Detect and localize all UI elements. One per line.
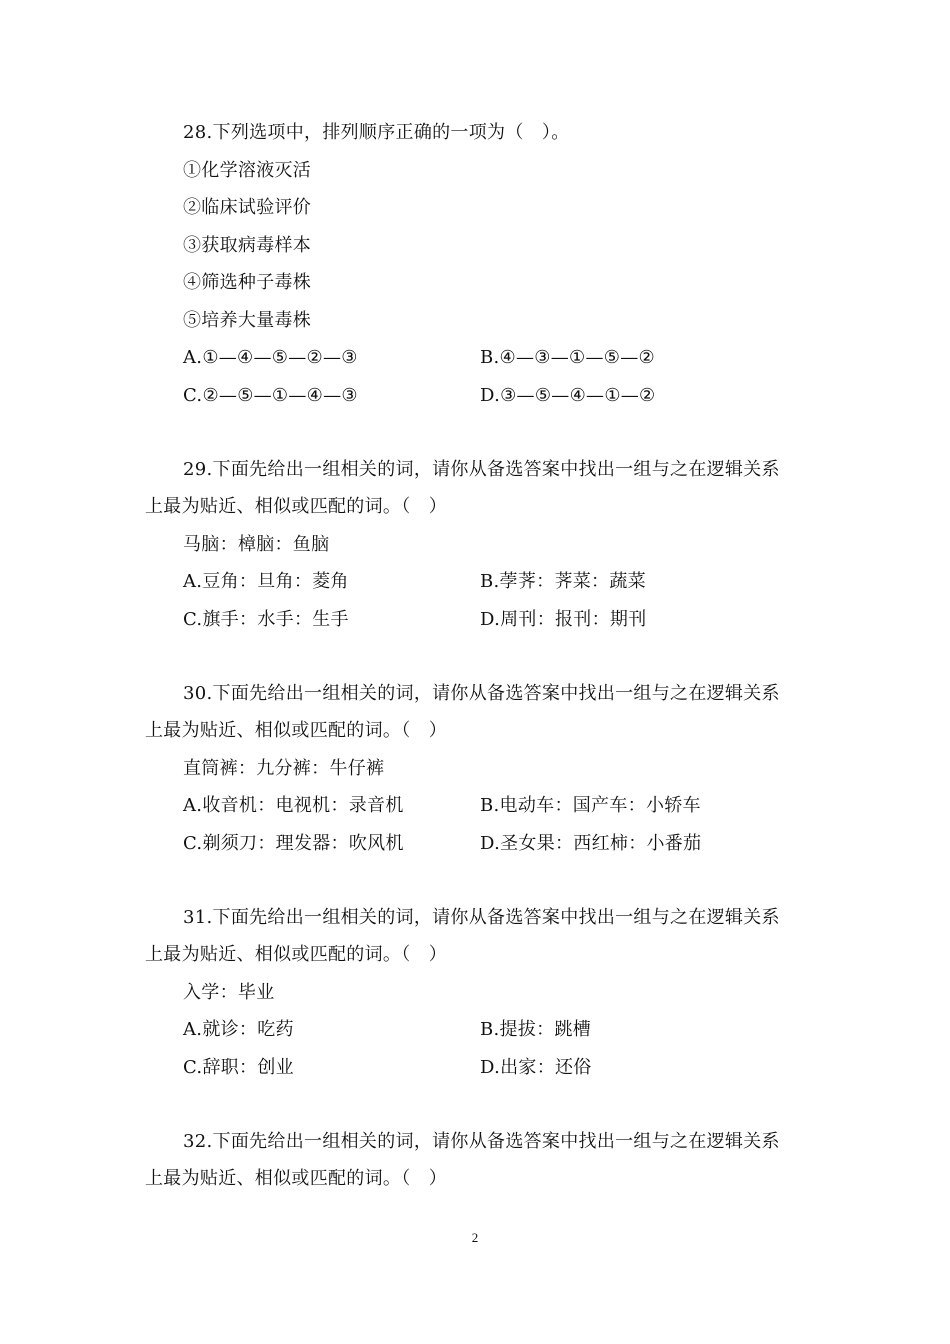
q29-option-a: A.豆角：旦角：菱角 [183, 571, 349, 592]
q28-option-a: A.①—④—⑤—②—③ [183, 347, 358, 368]
q31-stem-line2: 上最为贴近、相似或匹配的词。（ ） [145, 944, 448, 965]
q28-item-1: ①化学溶液灭活 [183, 160, 312, 181]
q30-option-a: A.收音机：电视机：录音机 [183, 795, 404, 816]
q28-option-c: C.②—⑤—①—④—③ [183, 385, 358, 406]
page-number: 2 [471, 1230, 479, 1245]
q28-stem: 28.下列选项中，排列顺序正确的一项为（ ）。 [183, 122, 570, 143]
q31-option-c: C.辞职：创业 [183, 1057, 294, 1078]
q28-item-5: ⑤培养大量毒株 [183, 310, 312, 331]
q29-stem-line2: 上最为贴近、相似或匹配的词。（ ） [145, 496, 448, 517]
q30-stem-line1: 30.下面先给出一组相关的词，请你从备选答案中找出一组与之在逻辑关系 [183, 683, 780, 704]
q30-option-d: D.圣女果：西红柿：小番茄 [480, 833, 702, 854]
q31-option-d: D.出家：还俗 [480, 1057, 592, 1078]
q32-stem-line2: 上最为贴近、相似或匹配的词。（ ） [145, 1168, 448, 1189]
q28-option-b: B.④—③—①—⑤—② [480, 347, 655, 368]
q30-option-c: C.剃须刀：理发器：吹风机 [183, 833, 404, 854]
q32-stem-line1: 32.下面先给出一组相关的词，请你从备选答案中找出一组与之在逻辑关系 [183, 1131, 780, 1152]
q29-stem-line1: 29.下面先给出一组相关的词，请你从备选答案中找出一组与之在逻辑关系 [183, 459, 780, 480]
q29-option-b: B.荸荠：荠菜：蔬菜 [480, 571, 646, 592]
q30-stem-line2: 上最为贴近、相似或匹配的词。（ ） [145, 720, 448, 741]
q31-option-a: A.就诊：吃药 [183, 1019, 294, 1040]
q28-item-2: ②临床试验评价 [183, 197, 312, 218]
q31-stem-line1: 31.下面先给出一组相关的词，请你从备选答案中找出一组与之在逻辑关系 [183, 907, 780, 928]
q31-option-b: B.提拔：跳槽 [480, 1019, 592, 1040]
q28-item-4: ④筛选种子毒株 [183, 272, 312, 293]
q30-given: 直筒裤：九分裤：牛仔裤 [183, 758, 385, 779]
q31-given: 入学：毕业 [183, 982, 275, 1003]
q28-item-3: ③获取病毒样本 [183, 235, 312, 256]
q30-option-b: B.电动车：国产车：小轿车 [480, 795, 701, 816]
q29-option-d: D.周刊：报刊：期刊 [480, 609, 647, 630]
q29-given: 马脑：樟脑：鱼脑 [183, 534, 330, 555]
q29-option-c: C.旗手：水手：生手 [183, 609, 349, 630]
q28-option-d: D.③—⑤—④—①—② [480, 385, 656, 406]
